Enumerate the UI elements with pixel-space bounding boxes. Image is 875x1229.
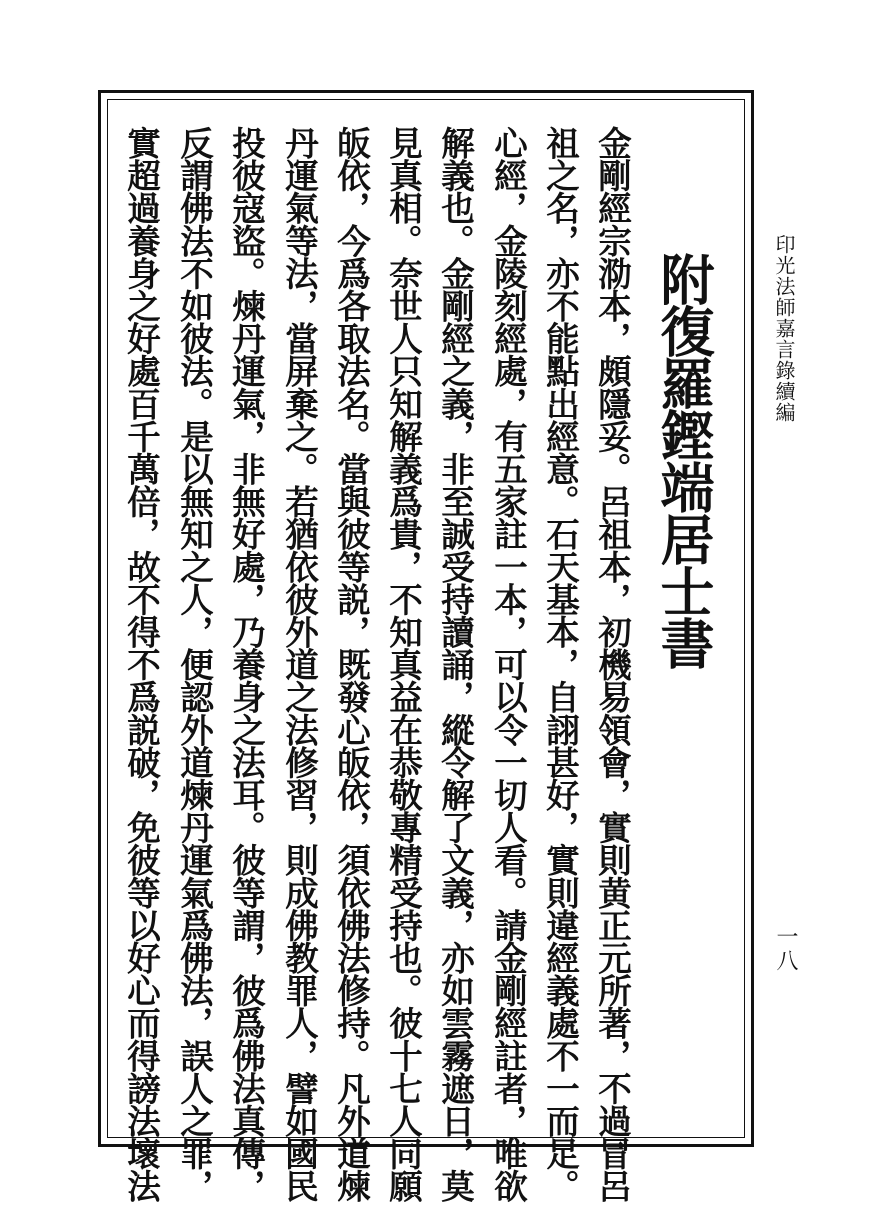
text-column: 皈依，今爲各取法名。當與彼等説，既發心皈依，須依佛法修持。凡外道煉 xyxy=(331,126,371,1202)
text-column: 解義也。金剛經之義，非至誠受持讀誦，縱令解了文義，亦如雲霧遮日，莫 xyxy=(435,126,475,1202)
text-column: 丹運氣等法，當屏棄之。若猶依彼外道之法修習，則成佛教罪人，譬如國民 xyxy=(279,126,319,1202)
text-column: 實超過養身之好處百千萬倍，故不得不爲説破，免彼等以好心而得謗法壞法 xyxy=(121,126,161,1202)
text-column: 投彼寇盜。煉丹運氣，非無好處，乃養身之法耳。彼等謂，彼爲佛法真傳， xyxy=(226,126,266,1202)
text-column: 見真相。奈世人只知解義爲貴，不知真益在恭敬專精受持也。彼十七人同願 xyxy=(383,126,423,1202)
book-title: 印光法師嘉言錄續編 xyxy=(772,234,796,423)
text-column: 金剛經宗泐本，頗隱妥。呂祖本，初機易領會，實則黄正元所著，不過冒呂 xyxy=(592,126,632,1202)
text-column: 反謂佛法不如彼法。是以無知之人，便認外道煉丹運氣爲佛法，誤人之罪， xyxy=(174,126,214,1202)
article-title: 附復羅鏗端居士書 xyxy=(652,252,716,668)
text-column: 祖之名，亦不能點出經意。石天基本，自詡甚好，實則違經義處不一而足。 xyxy=(540,126,580,1202)
text-column: 心經，金陵刻經處，有五家註一本，可以令一切人看。請金剛經註者，唯欲 xyxy=(488,126,528,1202)
page-number: 一八 xyxy=(773,925,798,973)
